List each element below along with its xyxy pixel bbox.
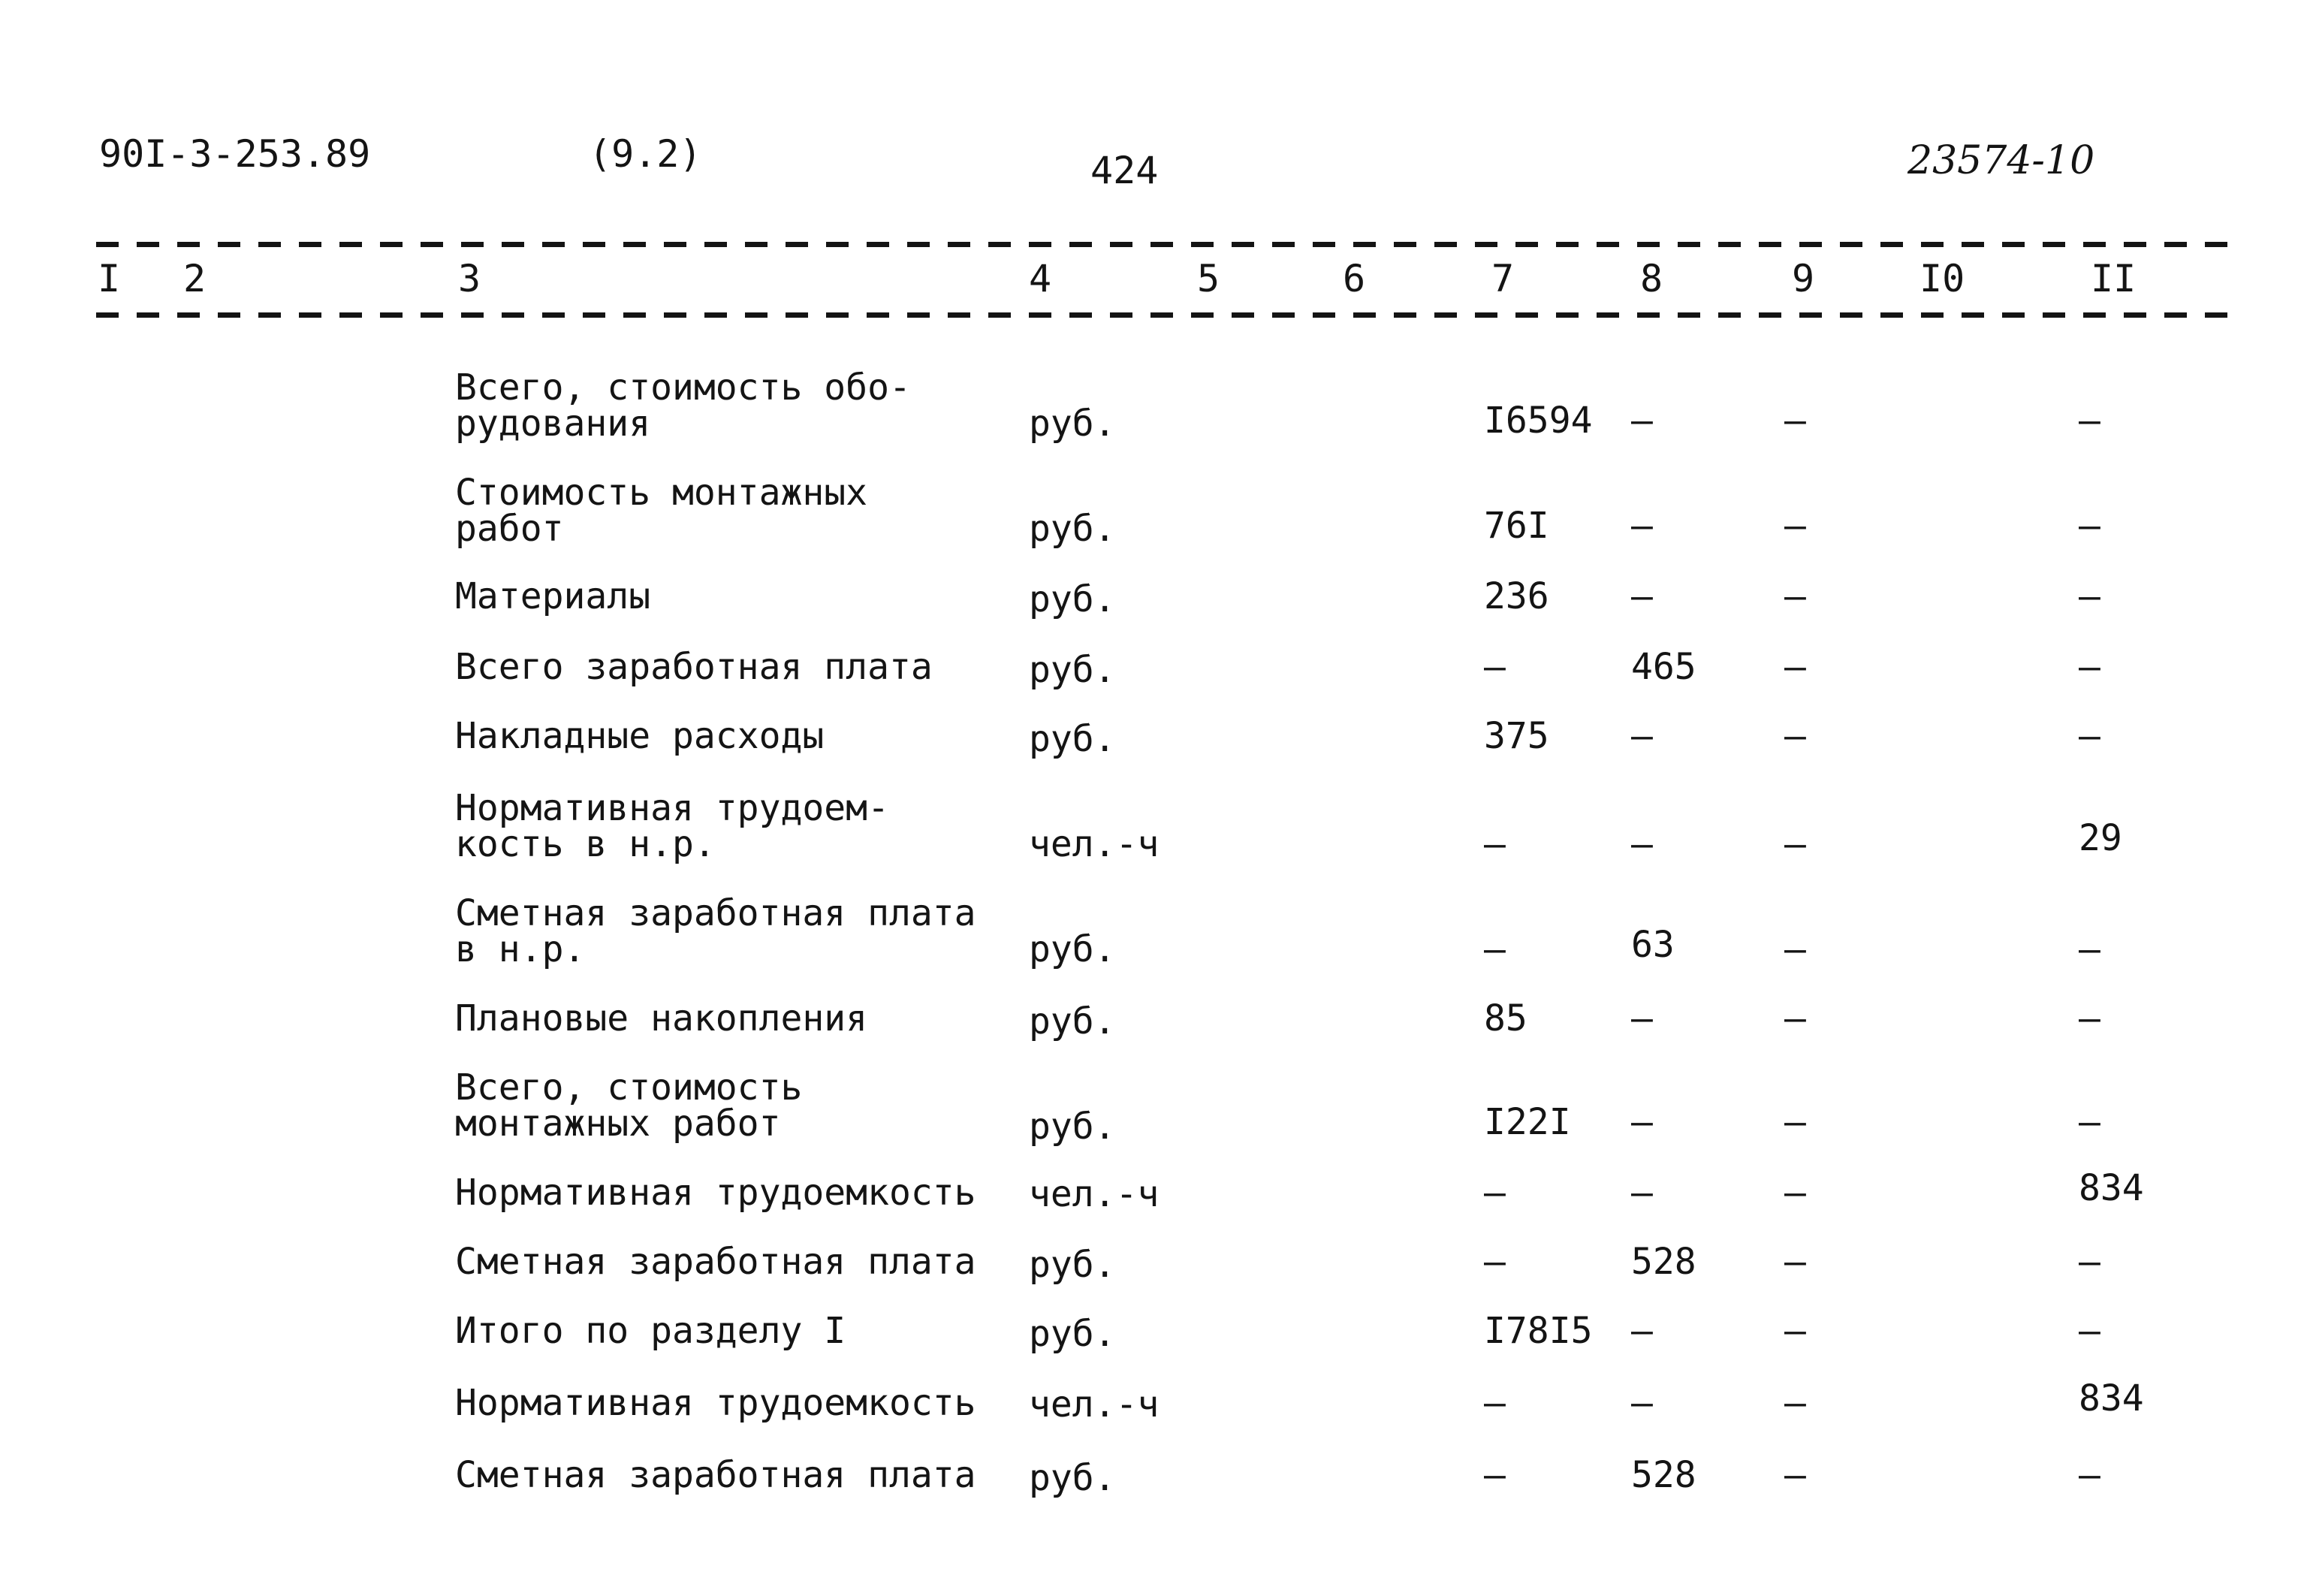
value-col-7: –: [1484, 646, 1506, 688]
section-number: (9.2): [589, 132, 702, 176]
row-unit: руб.: [1029, 1244, 1116, 1286]
value-col-11: 29: [2079, 817, 2122, 859]
row-label: Сметная заработная плата: [455, 1241, 976, 1283]
row-unit: руб.: [1029, 649, 1116, 691]
value-col-11: –: [2079, 1241, 2100, 1283]
row-label: Плановые накопления: [455, 997, 868, 1039]
value-col-7: 85: [1484, 997, 1527, 1039]
value-col-7: –: [1484, 928, 1506, 970]
value-col-11: –: [2079, 1101, 2100, 1143]
value-col-8: –: [1631, 575, 1653, 617]
value-col-8: –: [1631, 1101, 1653, 1143]
row-unit: руб.: [1029, 578, 1116, 620]
handwritten-reference: 23574-10: [1907, 138, 2095, 183]
value-col-11: –: [2079, 928, 2100, 970]
header-top-rule: [96, 242, 2244, 247]
row-unit: руб.: [1029, 1000, 1116, 1042]
row-unit: чел.-ч: [1029, 1383, 1160, 1426]
value-col-8: –: [1631, 823, 1653, 865]
column-number: 9: [1792, 257, 1815, 300]
column-number: 8: [1640, 257, 1663, 300]
row-label: Сметная заработная плата: [455, 1454, 976, 1496]
row-label: Нормативная трудоемкость: [455, 1382, 976, 1424]
value-col-9: –: [1784, 997, 1806, 1039]
row-label: Всего, стоимость монтажных работ: [455, 1067, 803, 1145]
value-col-9: –: [1784, 1310, 1806, 1352]
value-col-7: 76I: [1484, 505, 1549, 547]
value-col-7: –: [1484, 1241, 1506, 1283]
value-col-11: –: [2079, 400, 2100, 442]
value-col-9: –: [1784, 1382, 1806, 1424]
value-col-7: –: [1484, 1454, 1506, 1496]
row-label: Сметная заработная плата в н.р.: [455, 892, 976, 970]
row-label: Итого по разделу I: [455, 1310, 846, 1352]
value-col-11: –: [2079, 715, 2100, 757]
value-col-11: –: [2079, 575, 2100, 617]
value-col-7: I78I5: [1484, 1310, 1593, 1352]
row-unit: руб.: [1029, 928, 1116, 970]
value-col-9: –: [1784, 400, 1806, 442]
value-col-9: –: [1784, 715, 1806, 757]
column-number: I: [98, 257, 121, 300]
page-number: 424: [1090, 149, 1159, 192]
value-col-8: –: [1631, 1382, 1653, 1424]
value-col-11: 834: [2079, 1167, 2144, 1209]
value-col-11: –: [2079, 997, 2100, 1039]
value-col-9: –: [1784, 1101, 1806, 1143]
row-unit: чел.-ч: [1029, 1173, 1160, 1215]
column-number: 3: [458, 257, 481, 300]
row-unit: руб.: [1029, 403, 1116, 445]
value-col-8: –: [1631, 505, 1653, 547]
row-label: Всего, стоимость обо- рудования: [455, 367, 911, 445]
document-code: 90I-3-253.89: [99, 132, 371, 176]
row-label: Нормативная трудоемкость: [455, 1172, 976, 1214]
value-col-8: 528: [1631, 1241, 1696, 1283]
value-col-11: 834: [2079, 1377, 2144, 1420]
value-col-7: I22I: [1484, 1101, 1571, 1143]
value-col-9: –: [1784, 928, 1806, 970]
column-number: 7: [1491, 257, 1515, 300]
header-bottom-rule: [96, 312, 2244, 318]
value-col-9: –: [1784, 646, 1806, 688]
column-number: 5: [1197, 257, 1220, 300]
value-col-7: –: [1484, 1382, 1506, 1424]
row-label: Стоимость монтажных работ: [455, 472, 868, 550]
row-label: Нормативная трудоем- кость в н.р.: [455, 787, 889, 865]
column-number: 6: [1343, 257, 1366, 300]
value-col-7: –: [1484, 823, 1506, 865]
row-unit: руб.: [1029, 1457, 1116, 1499]
column-number: 2: [183, 257, 207, 300]
value-col-9: –: [1784, 823, 1806, 865]
value-col-7: 236: [1484, 575, 1549, 617]
row-unit: руб.: [1029, 1313, 1116, 1355]
value-col-7: 375: [1484, 715, 1549, 757]
value-col-11: –: [2079, 1310, 2100, 1352]
value-col-8: –: [1631, 997, 1653, 1039]
value-col-8: –: [1631, 400, 1653, 442]
value-col-8: 465: [1631, 646, 1696, 688]
row-label: Материалы: [455, 575, 651, 617]
value-col-8: 528: [1631, 1454, 1696, 1496]
value-col-11: –: [2079, 505, 2100, 547]
row-unit: руб.: [1029, 718, 1116, 760]
row-unit: руб.: [1029, 508, 1116, 550]
value-col-11: –: [2079, 646, 2100, 688]
row-unit: руб.: [1029, 1106, 1116, 1148]
value-col-9: –: [1784, 1454, 1806, 1496]
value-col-8: –: [1631, 1310, 1653, 1352]
value-col-8: –: [1631, 715, 1653, 757]
value-col-9: –: [1784, 1172, 1806, 1214]
row-label: Всего заработная плата: [455, 646, 933, 688]
value-col-9: –: [1784, 505, 1806, 547]
row-unit: чел.-ч: [1029, 823, 1160, 865]
value-col-8: 63: [1631, 924, 1675, 966]
value-col-7: I6594: [1484, 400, 1593, 442]
column-number: 4: [1029, 257, 1052, 300]
value-col-7: –: [1484, 1172, 1506, 1214]
row-label: Накладные расходы: [455, 715, 825, 757]
value-col-9: –: [1784, 575, 1806, 617]
value-col-11: –: [2079, 1454, 2100, 1496]
value-col-9: –: [1784, 1241, 1806, 1283]
value-col-8: –: [1631, 1172, 1653, 1214]
column-number: II: [2091, 257, 2137, 300]
column-number: I0: [1919, 257, 1965, 300]
